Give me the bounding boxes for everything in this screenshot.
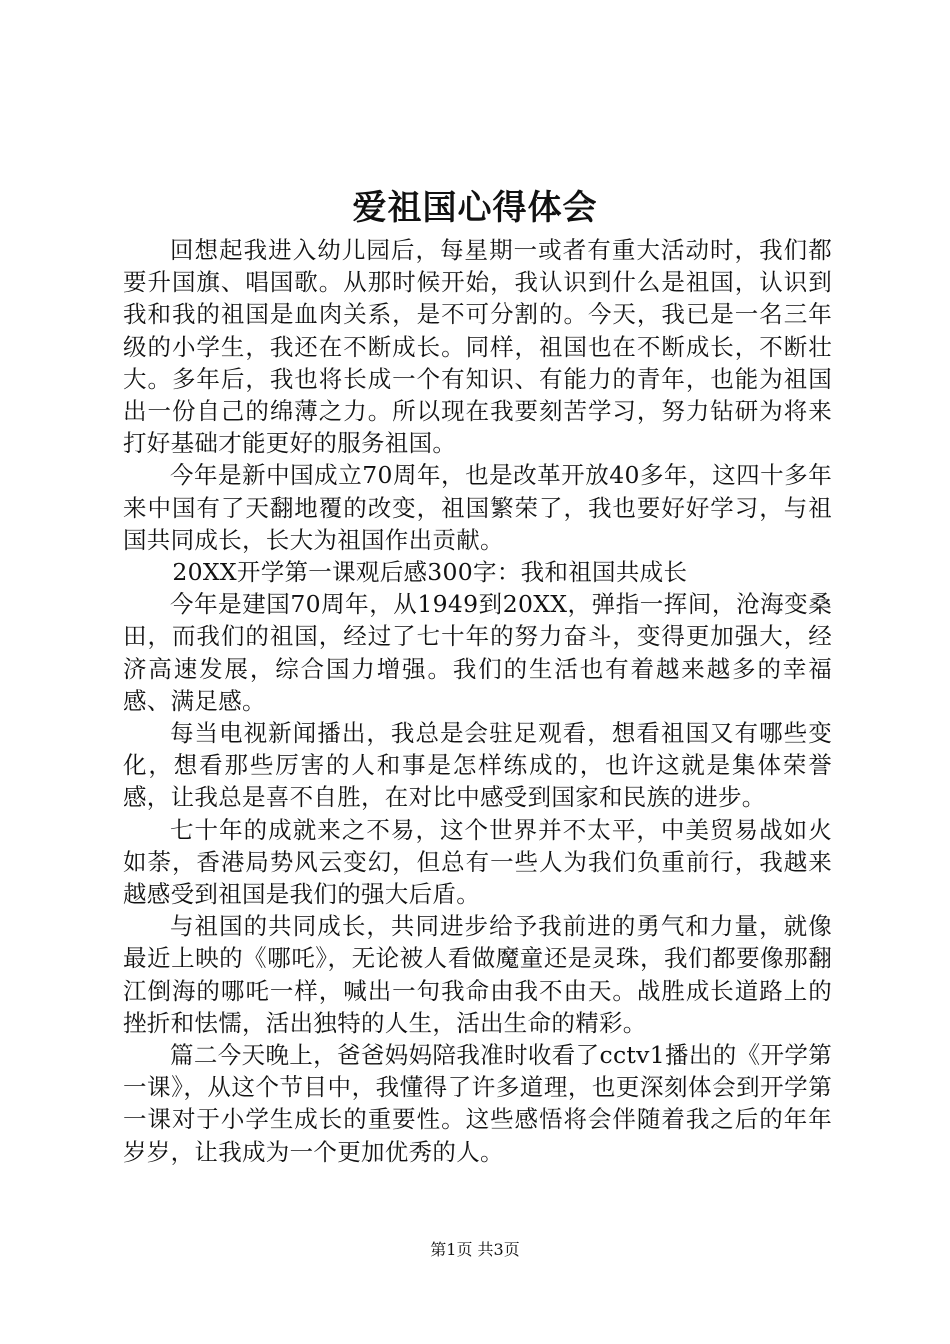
section-heading: 20XX开学第一课观后感300字：我和祖国共成长 xyxy=(172,558,688,587)
paragraph: 每当电视新闻播出，我总是会驻足观看，想看祖国又有哪些变化，想看那些厉害的人和事是怎样练成的，也许这就是集体荣誉感，让我总是喜不自胜，在对比中感受到国家和民族的进步。 xyxy=(123,719,832,812)
paragraph: 今年是建国70周年，从1949到20XX，弹指一挥间，沧海变桑田，而我们的祖国，经过了七十年的努力奋斗，变得更加强大，经济高速发展，综合国力增强。我们的生活也有着越来越多的幸福感、满足感。 xyxy=(123,590,832,715)
paragraph: 回想起我进入幼儿园后，每星期一或者有重大活动时，我们都要升国旗、唱国歌。从那时候开始，我认识到什么是祖国，认识到我和我的祖国是血肉关系，是不可分割的。今天，我已是一名三年级的小学生，我还在不断成长。同样，祖国也在不断成长，不断壮大。多年后，我也将长成一个有知识、有能力的青年，也能为祖国出一份自己的绵薄之力。所以现在我要刻苦学习，努力钻研为将来打好基础才能更好的服务祖国。 xyxy=(123,236,832,458)
page-number-footer: 第1页 共3页 xyxy=(430,1240,520,1259)
paragraph: 今年是新中国成立70周年，也是改革开放40多年，这四十多年来中国有了天翻地覆的改变，祖国繁荣了，我也要好好学习，与祖国共同成长，长大为祖国作出贡献。 xyxy=(123,461,832,554)
paragraph: 七十年的成就来之不易，这个世界并不太平，中美贸易战如火如荼，香港局势风云变幻，但总有一些人为我们负重前行，我越来越感受到祖国是我们的强大后盾。 xyxy=(123,815,832,909)
page-title: 爱祖国心得体会 xyxy=(352,188,598,228)
paragraph: 与祖国的共同成长，共同进步给予我前进的勇气和力量，就像最近上映的《哪吒》，无论被人看做魔童还是灵珠，我们都要像那翻江倒海的哪吒一样，喊出一句我命由我不由天。战胜成长道路上的挫折和怯懦，活出独特的人生，活出生命的精彩。 xyxy=(123,912,832,1037)
paragraph: 篇二今天晚上，爸爸妈妈陪我准时收看了cctv1播出的《开学第一课》，从这个节目中，我懂得了许多道理，也更深刻体会到开学第一课对于小学生成长的重要性。这些感悟将会伴随着我之后的年年岁岁，让我成为一个更加优秀的人。 xyxy=(123,1041,832,1166)
document-body xyxy=(123,234,832,1168)
